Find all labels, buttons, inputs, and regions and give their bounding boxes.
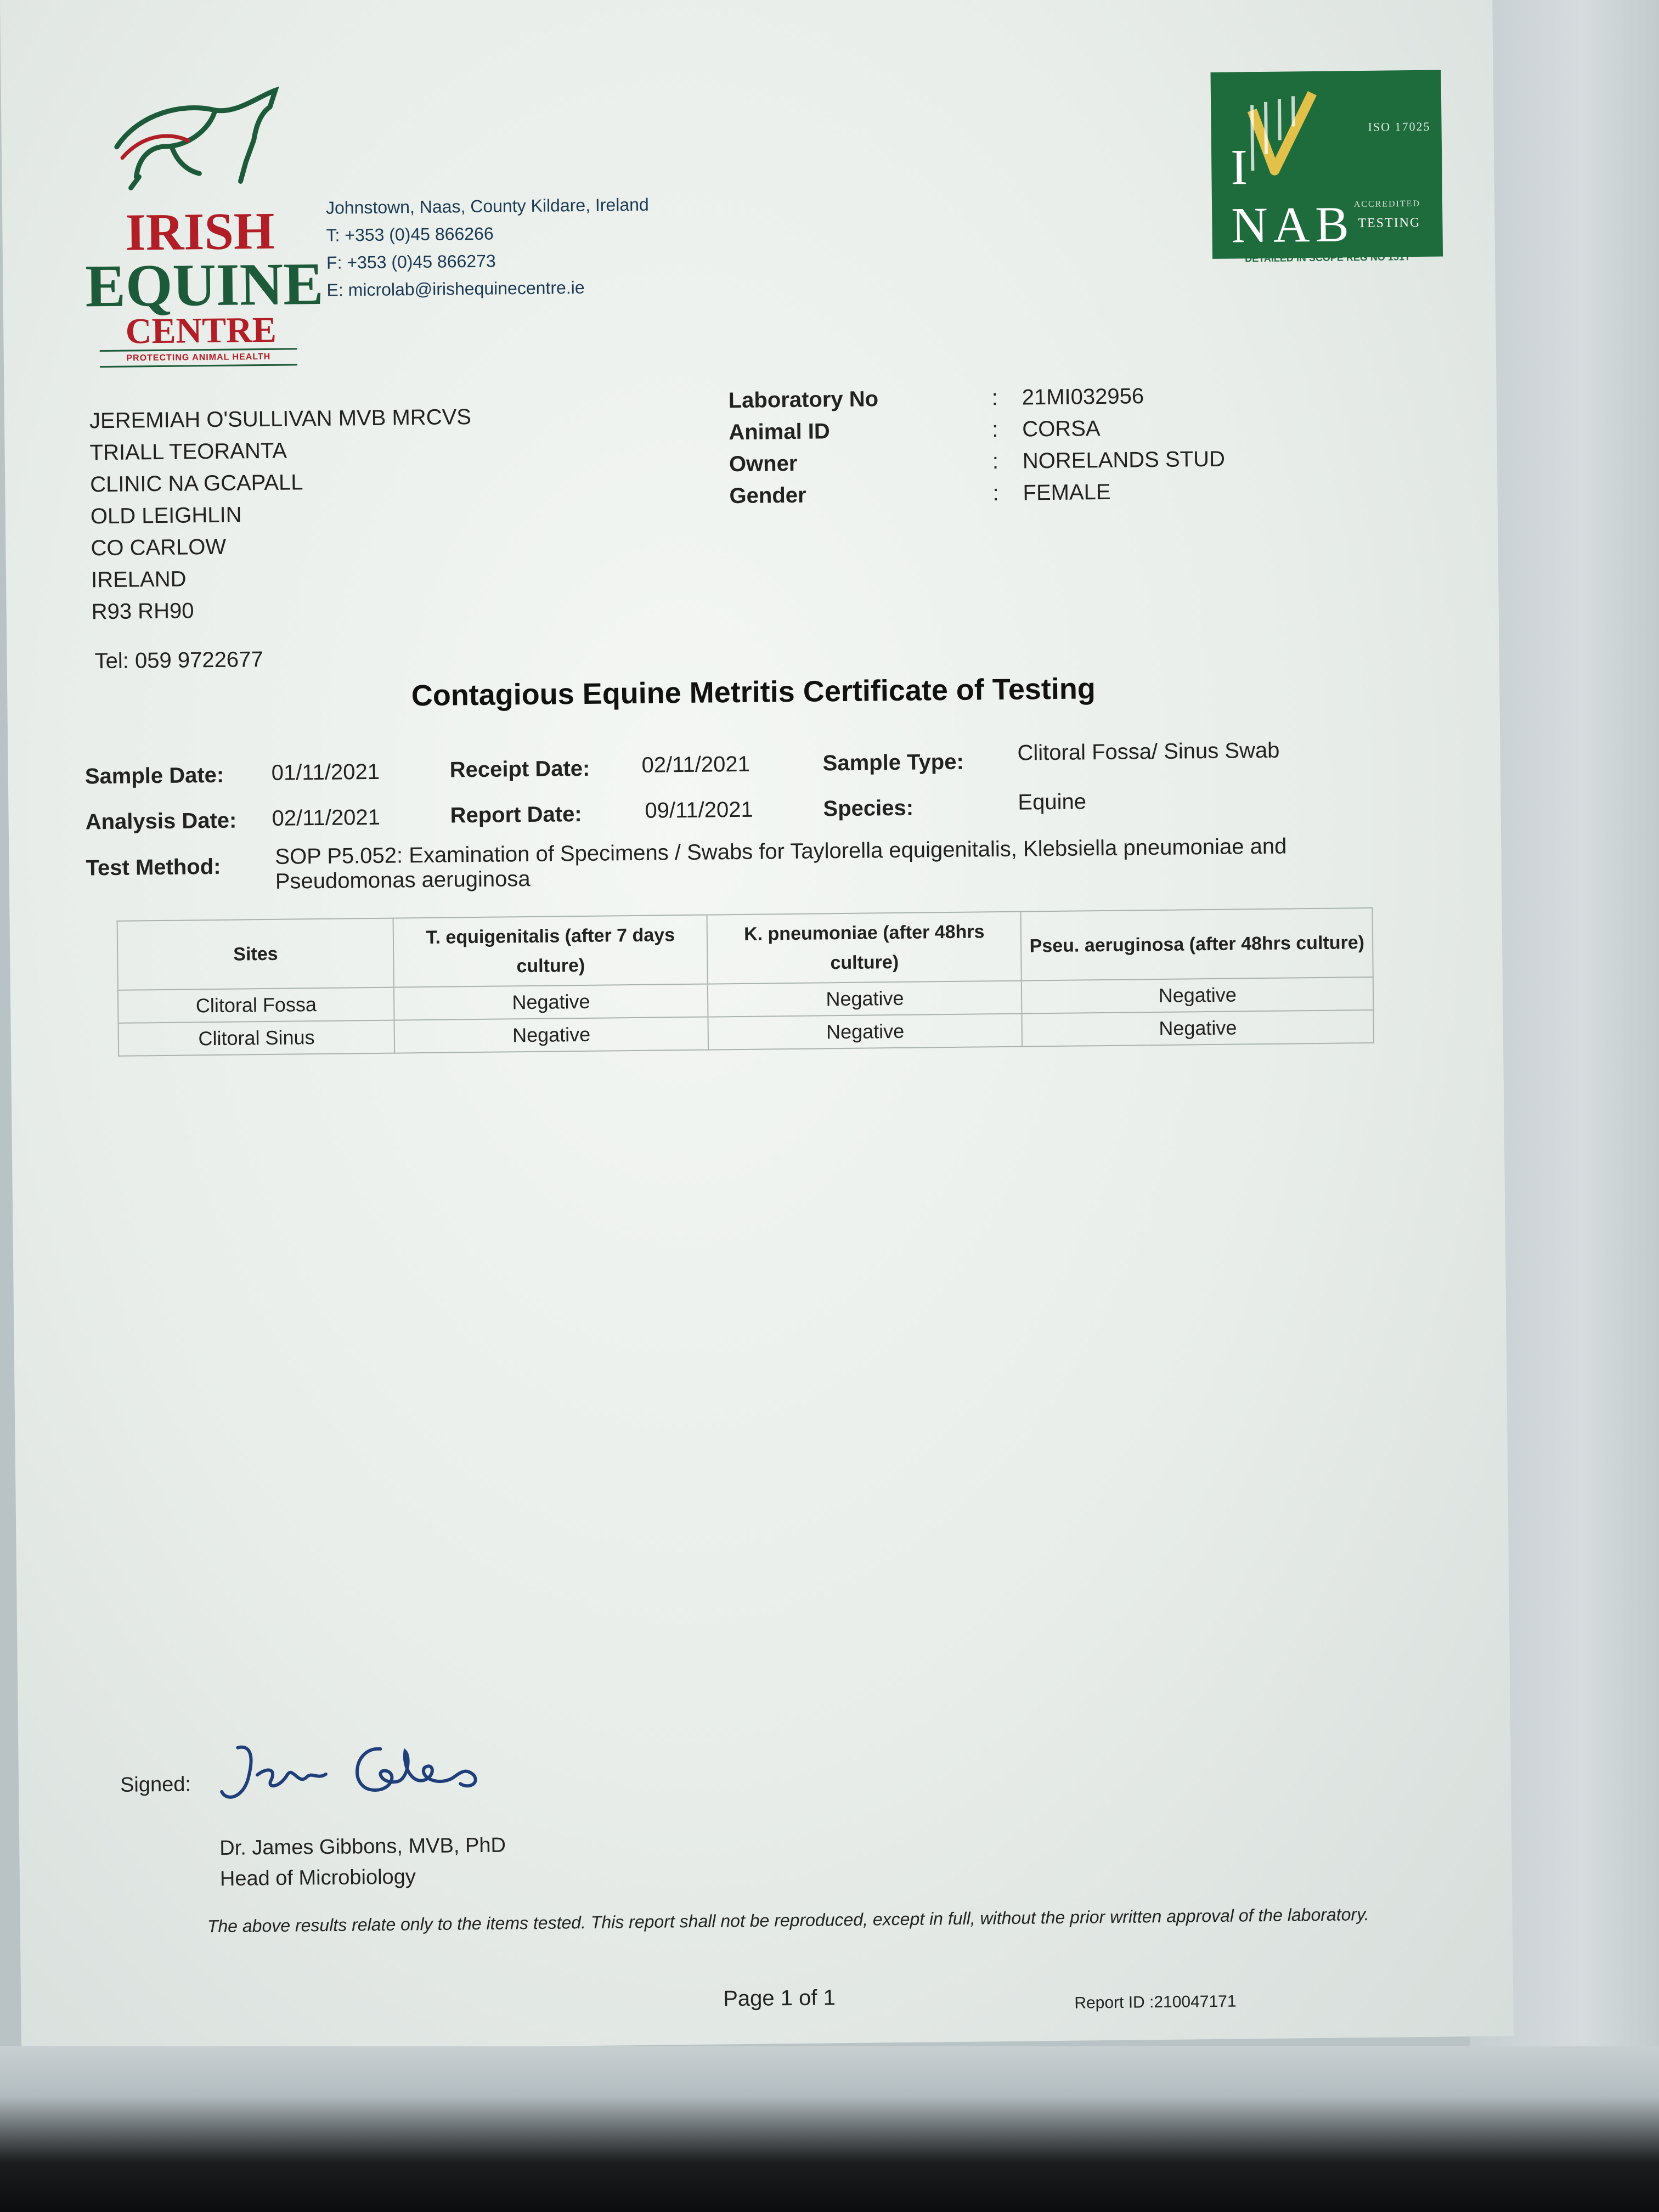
lab-info-label: Gender xyxy=(729,483,806,509)
nab-label: NAB xyxy=(1231,196,1355,253)
address-line: OLD LEIGHLIN xyxy=(90,503,242,529)
lab-phone: T: +353 (0)45 866266 xyxy=(326,223,494,245)
signer-name: Dr. James Gibbons, MVB, PhD xyxy=(219,1833,506,1860)
irish-equine-centre-logo xyxy=(84,201,324,352)
column-header: Sites xyxy=(117,918,394,990)
address-line: R93 RH90 xyxy=(91,599,194,624)
accredited-label: ACCREDITED xyxy=(1353,199,1421,210)
nab-wordmark: INAB xyxy=(1230,139,1355,253)
sample-date-label: Sample Date: xyxy=(84,763,224,789)
iso-label: ISO 17025 xyxy=(1368,119,1431,134)
test-method-value xyxy=(275,834,1287,894)
sample-type-value: Clitoral Fossa/ Sinus Swab xyxy=(1017,738,1280,765)
testing-label: TESTING xyxy=(1358,215,1421,231)
analysis-date-label: Analysis Date: xyxy=(85,808,237,834)
lab-email: E: microlab@irishequinecentre.ie xyxy=(326,277,585,300)
lab-info-label: Laboratory No xyxy=(728,387,879,413)
result-cell: Negative xyxy=(394,984,708,1020)
lab-info-label: Owner xyxy=(729,451,798,477)
signed-label: Signed: xyxy=(120,1773,191,1797)
lab-info-value: FEMALE xyxy=(1023,479,1111,505)
report-id: Report ID :210047171 xyxy=(1074,1992,1237,2012)
inab-accreditation-badge xyxy=(1211,70,1443,264)
test-method-label: Test Method: xyxy=(86,854,221,881)
lab-address: Johnstown, Naas, County Kildare, Ireland xyxy=(325,194,649,218)
address-line: IRELAND xyxy=(91,567,187,592)
result-cell: Negative xyxy=(1022,977,1373,1014)
results-table xyxy=(117,907,1374,1057)
lab-fax: F: +353 (0)45 866273 xyxy=(326,251,496,273)
lab-info-label: Animal ID xyxy=(729,419,831,445)
lab-info-block xyxy=(728,380,1225,512)
column-header: K. pneumoniae (after 48hrs culture) xyxy=(707,912,1022,984)
column-header: T. equigenitalis (after 7 days culture) xyxy=(393,915,708,988)
receipt-date-label: Receipt Date: xyxy=(449,756,590,782)
certificate-title: Contagious Equine Metritis Certificate of Testing xyxy=(411,672,1096,713)
address-line: TRIALL TEORANTA xyxy=(89,438,287,465)
column-header: Pseu. aeruginosa (after 48hrs culture) xyxy=(1021,908,1373,981)
address-line: CO CARLOW xyxy=(91,534,227,561)
lab-info-row: Gender : FEMALE xyxy=(729,475,1226,512)
signer-role: Head of Microbiology xyxy=(219,1865,416,1891)
monitor-bezel xyxy=(0,2046,1659,2212)
signer-block xyxy=(219,1830,506,1894)
result-cell: Negative xyxy=(394,1017,709,1053)
lab-info-value: NORELANDS STUD xyxy=(1022,447,1226,473)
recipient-address xyxy=(89,401,473,628)
species-value: Equine xyxy=(1018,789,1087,815)
result-cell: Negative xyxy=(1022,1010,1374,1047)
recipient-tel: Tel: 059 9722677 xyxy=(94,647,263,674)
horse-logo-icon xyxy=(105,80,287,191)
logo-tagline: PROTECTING ANIMAL HEALTH xyxy=(100,348,297,368)
report-date-value: 09/11/2021 xyxy=(645,797,753,823)
lab-info-row: Owner : NORELANDS STUD xyxy=(729,443,1226,480)
lab-info-row: Laboratory No : 21MI032956 xyxy=(728,380,1224,416)
lab-info-value: 21MI032956 xyxy=(1022,384,1144,410)
lab-contact-block xyxy=(326,191,650,304)
receipt-date-value: 02/11/2021 xyxy=(641,752,751,777)
page-number: Page 1 of 1 xyxy=(723,1985,836,2011)
table-header-row xyxy=(117,908,1373,990)
handwritten-signature xyxy=(216,1734,502,1819)
address-line: JEREMIAH O'SULLIVAN MVB MRCVS xyxy=(89,405,472,433)
disclaimer-text: The above results relate only to the items tested. This report shall not be reproduced, except in full, without the prior written approval of the laboratory. xyxy=(207,1904,1369,1937)
result-cell: Negative xyxy=(708,1014,1023,1050)
lab-info-value: CORSA xyxy=(1022,416,1101,442)
address-line: CLINIC NA GCAPALL xyxy=(90,470,303,497)
test-method-line: SOP P5.052: Examination of Specimens / Swabs for Taylorella equigenitalis, Klebsiella pneumoniae and xyxy=(275,834,1287,869)
result-cell: Negative xyxy=(708,981,1022,1017)
logo-line-2: EQUINE xyxy=(84,250,324,320)
species-label: Species: xyxy=(823,795,914,821)
report-date-label: Report Date: xyxy=(450,802,582,828)
lab-info-row: Animal ID : CORSA xyxy=(729,411,1225,448)
logo-line-1: IRISH xyxy=(125,201,275,262)
logo-line-3: CENTRE xyxy=(125,309,277,352)
scope-label: DETAILED IN SCOPE REG NO 151T xyxy=(1245,251,1411,264)
test-method-line: Pseudomonas aeruginosa xyxy=(275,866,531,894)
sample-type-label: Sample Type: xyxy=(822,749,964,776)
site-cell: Clitoral Sinus xyxy=(119,1020,395,1056)
site-cell: Clitoral Fossa xyxy=(118,988,394,1023)
analysis-date-value: 02/11/2021 xyxy=(272,805,381,831)
sample-date-value: 01/11/2021 xyxy=(271,759,380,785)
